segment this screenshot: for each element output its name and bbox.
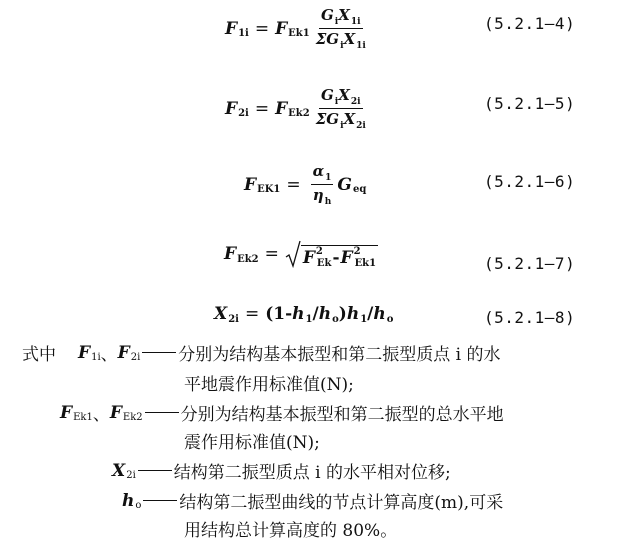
numerator: $\alpha_1$ — [312, 162, 332, 183]
formula — [224, 240, 378, 268]
subscript: Ek2 — [288, 108, 310, 119]
equals-sign: = — [264, 244, 279, 264]
equation-5-2-1-7 — [0, 236, 627, 296]
symbol: F — [225, 18, 238, 39]
numerator: $G_iX_{2i}$ — [320, 86, 361, 107]
fraction — [311, 162, 334, 207]
where-item-4: h o 结构第二振型曲线的节点计算高度(m),可采 — [122, 488, 503, 513]
subscript: Ek1 — [288, 28, 310, 39]
equation-number: (5.2.1—6) — [484, 172, 576, 191]
equation-number: (5.2.1—8) — [484, 308, 576, 327]
equation-number: (5.2.1—4) — [484, 14, 576, 33]
where-item-1: 式中 F 1i 、 F 2i 分别为结构基本振型和第二振型质点 i 的水 — [22, 340, 501, 365]
symbol: G — [337, 174, 352, 195]
equals-sign: = — [286, 174, 301, 195]
definition-text: 分别为结构基本振型和第二振型的总水平地 — [180, 405, 504, 425]
subscript: 1i — [238, 28, 249, 39]
symbol: F — [244, 174, 257, 195]
equals-sign: = — [244, 304, 260, 324]
equation-5-2-1-5 — [0, 80, 627, 140]
where-item-1-cont — [184, 370, 354, 395]
subscript: EK1 — [257, 184, 281, 195]
numerator: $G_iX_{1i}$ — [320, 6, 361, 27]
fraction — [314, 6, 368, 51]
equals-sign: = — [254, 18, 270, 39]
equation-number: (5.2.1—7) — [484, 254, 576, 273]
em-dash — [138, 470, 172, 471]
em-dash — [143, 500, 177, 501]
subscript: 2i — [238, 108, 249, 119]
fraction — [314, 86, 368, 131]
square-root — [285, 240, 378, 268]
symbol: F — [275, 98, 288, 119]
denominator: $\Sigma G_iX_{1i}$ — [315, 30, 366, 51]
formula — [244, 162, 366, 207]
em-dash — [145, 412, 179, 413]
formula — [225, 6, 372, 51]
symbol: F — [225, 98, 238, 119]
formula — [225, 86, 372, 131]
subscript: eq — [352, 184, 367, 195]
definition-text: 结构第二振型曲线的节点计算高度(m),可采 — [179, 493, 504, 513]
subscript: 2i — [228, 313, 239, 325]
definition-text: 结构第二振型质点 i 的水平相对位移; — [173, 463, 451, 483]
radical-sign-icon — [285, 240, 301, 268]
definition-text: 用结构总计算高度的 80%。 — [184, 521, 398, 541]
formula: X 2i = (1- h 1 / h o ) h 1 / h o — [214, 304, 394, 325]
subscript: Ek2 — [237, 253, 259, 265]
equation-5-2-1-4 — [0, 0, 627, 60]
symbol: F — [224, 244, 237, 264]
denominator: $\Sigma G_iX_{2i}$ — [315, 110, 366, 131]
where-item-4-cont — [184, 516, 397, 541]
symbol: X — [214, 304, 228, 324]
where-label: 式中 — [22, 345, 56, 365]
where-item-2-cont — [184, 428, 320, 453]
em-dash — [142, 352, 176, 353]
equation-number: (5.2.1—5) — [484, 94, 576, 113]
definition-text: 分别为结构基本振型和第二振型质点 i 的水 — [178, 345, 501, 365]
definition-text: 震作用标准值(N); — [184, 433, 320, 453]
symbol: F — [275, 18, 288, 39]
where-item-2: F Ek1 、 F Ek2 分别为结构基本振型和第二振型的总水平地 — [60, 400, 504, 425]
where-item-3: X 2i 结构第二振型质点 i 的水平相对位移; — [112, 458, 451, 483]
equation-5-2-1-6 — [0, 158, 627, 218]
denominator: $\eta_h$ — [312, 186, 332, 207]
definition-text: 平地震作用标准值(N); — [184, 375, 354, 395]
equals-sign: = — [254, 98, 270, 119]
radicand: F 2 Ek - F 2 Ek1 — [302, 245, 377, 269]
